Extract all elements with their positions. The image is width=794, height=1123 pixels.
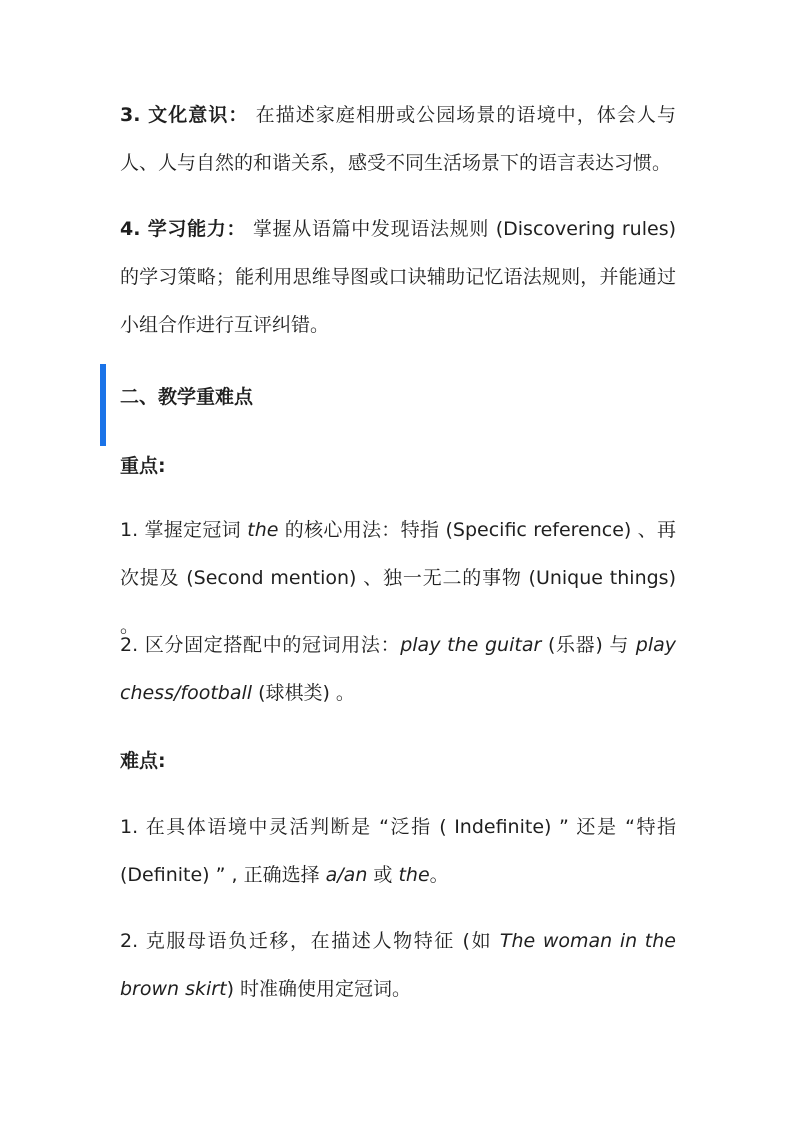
- objective-learning-ability: [120, 205, 676, 349]
- difficulty-italic: the: [398, 864, 430, 886]
- difficulty-item: [120, 917, 676, 1013]
- key-point-text: 的核心用法：特指 (Specific reference) 、再次提及 (Second mention) 、独一无二的事物 (Unique things) 。: [120, 519, 676, 637]
- key-point-italic: play chess/football: [120, 634, 676, 704]
- section-accent-bar: [100, 364, 106, 446]
- key-points-heading: 重点:: [120, 455, 166, 477]
- objective-label: 3. 文化意识：: [120, 104, 249, 126]
- objective-text: 掌握从语篇中发现语法规则 (Discovering rules) 的学习策略；能利用思维导图或口诀辅助记忆语法规则，并能通过小组合作进行互评纠错。: [120, 218, 677, 336]
- difficulty-text: ) 时准确使用定冠词。: [226, 978, 412, 1000]
- objective-cultural-awareness: [120, 91, 676, 187]
- key-point-text: 2. 区分固定搭配中的冠词用法：: [120, 634, 401, 656]
- key-point-italic: play the guitar: [400, 634, 542, 656]
- difficulty-italic: a/an: [325, 864, 368, 886]
- difficulty-item: [120, 803, 676, 899]
- key-point-text: (球棋类) 。: [252, 682, 355, 704]
- difficulty-text: 2. 克服母语负迁移，在描述人物特征 (如: [120, 930, 500, 952]
- difficulties-heading: 难点:: [120, 750, 166, 772]
- key-point-text: (乐器) 与: [541, 634, 636, 656]
- difficulty-text: 或: [367, 864, 399, 886]
- difficulty-italic: The woman in the brown skirt: [120, 930, 676, 1000]
- objective-label: 4. 学习能力：: [120, 218, 247, 240]
- difficulty-text: 。: [429, 864, 449, 886]
- objective-text: 在描述家庭相册或公园场景的语境中，体会人与人、人与自然的和谐关系，感受不同生活场景下的语言表达习惯。: [120, 104, 676, 174]
- key-point-item: [120, 621, 676, 717]
- difficulty-text: 1. 在具体语境中灵活判断是 “泛指 ( Indefinite) ” 还是 “特指 (Definite) ” , 正确选择: [120, 816, 676, 886]
- key-point-italic: the: [247, 519, 279, 541]
- section-title: 二、教学重难点: [120, 386, 254, 408]
- key-point-text: 1. 掌握定冠词: [120, 519, 248, 541]
